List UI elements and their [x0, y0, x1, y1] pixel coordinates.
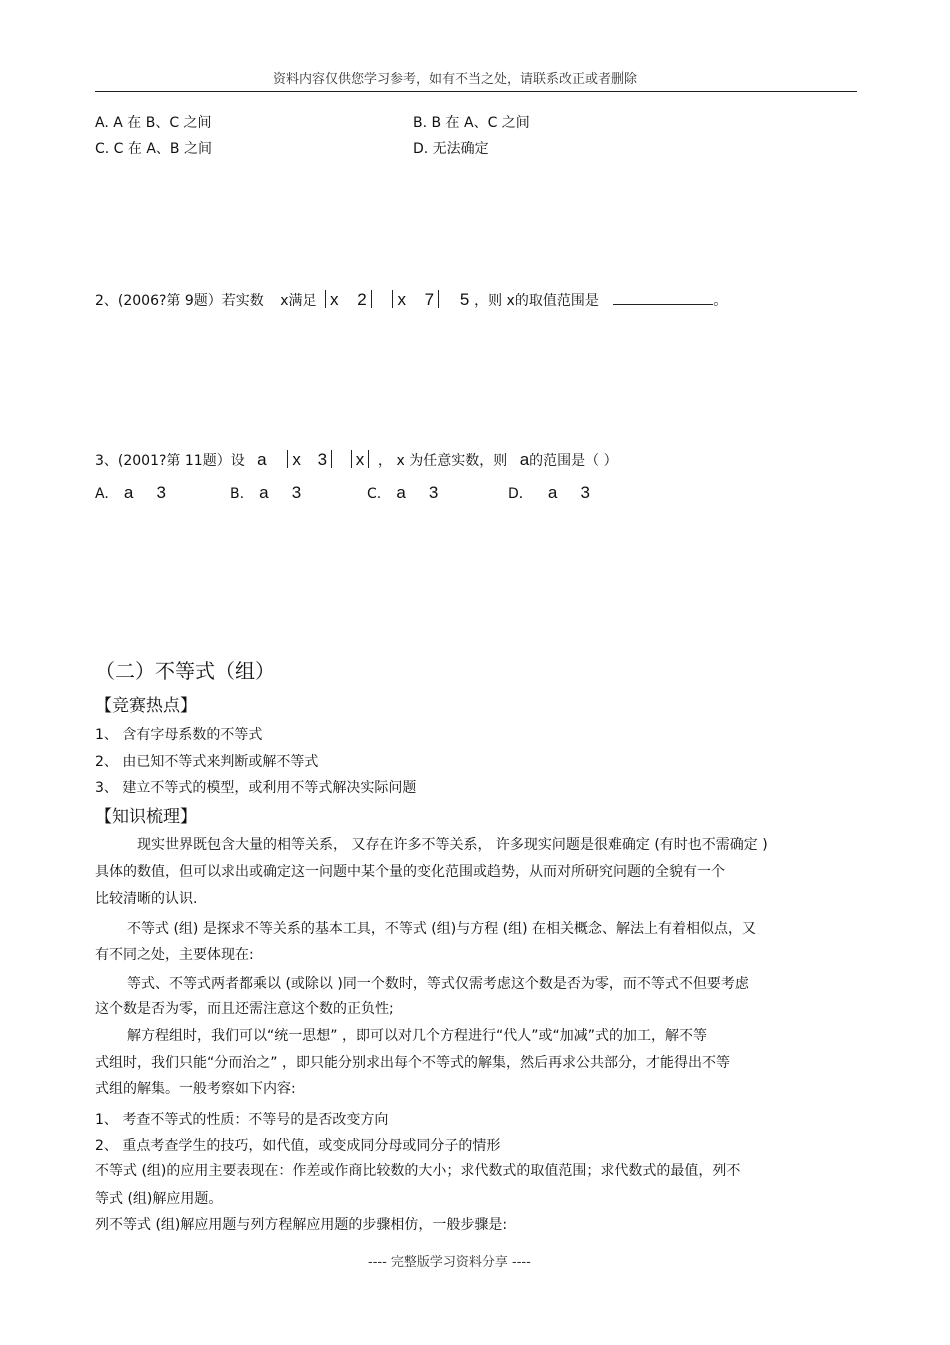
paragraph-line: 列不等式 (组)解应用题与列方程解应用题的步骤相仿，一般步骤是: — [95, 1217, 508, 1233]
q3-prefix: 3、(2001?第 11题）设 — [95, 453, 245, 469]
paragraph-line: 解方程组时，我们可以“统一思想” ，即可以对几个方程进行“代人”或“加减”式的加工，解不等 — [127, 1028, 707, 1044]
paragraph-line: 这个数是否为零，而且还需注意这个数的正负性; — [95, 1001, 394, 1017]
q2-end: 。 — [713, 293, 728, 309]
paragraph-line: 等式 (组)解应用题。 — [95, 1191, 223, 1207]
option-b-num: 3 — [291, 483, 302, 502]
abs-bar — [368, 450, 369, 468]
q2-prefix: 2、(2006?第 9题）若实数 — [95, 293, 264, 309]
abs-bar — [392, 290, 393, 308]
content-item: 1、 考查不等式的性质：不等号的是否改变方向 — [95, 1112, 389, 1128]
hot-item: 2、 由已知不等式来判断或解不等式 — [95, 754, 319, 770]
q3-option-a — [95, 483, 166, 503]
paragraph-line: 具体的数值，但可以求出或确定这一问题中某个量的变化范围或趋势，从而对所研究问题的全貌有一个 — [95, 864, 725, 880]
q2-term-x1: x — [330, 290, 339, 309]
q2-num-5: 5 — [459, 290, 470, 309]
q3-option-b — [230, 483, 301, 503]
q3-comma: ， — [378, 453, 393, 469]
answer-blank — [613, 292, 713, 305]
knowledge-title: 【知识梳理】 — [95, 807, 197, 827]
q1-option-d: D. 无法确定 — [413, 141, 489, 157]
q3-x1: x — [292, 450, 301, 469]
question-3 — [95, 450, 618, 470]
q2-term-x2: x — [397, 290, 406, 309]
q3-suffix: 的范围是（ ） — [529, 453, 618, 469]
option-a-num: 3 — [156, 483, 166, 502]
q3-num-3: 3 — [317, 450, 328, 469]
paragraph-line: 式组时，我们只能“分而治之” ，即只能分别求出每个不等式的解集，然后再求公共部分，才能得出不等 — [95, 1055, 730, 1071]
paragraph-line: 等式、不等式两者都乘以 (或除以 )同一个数时，等式仅需考虑这个数是否为零，而不等式不但要考虑 — [127, 976, 749, 992]
option-label: C. — [367, 486, 382, 502]
paragraph-line: 不等式 (组) 是探求不等关系的基本工具，不等式 (组)与方程 (组) 在相关概念、解法上有着相似点，又 — [127, 921, 757, 937]
paragraph-line: 不等式 (组)的应用主要表现在：作差或作商比较数的大小；求代数式的取值范围；求代数式的最值，列不 — [95, 1163, 741, 1179]
option-label: D． — [508, 486, 533, 502]
option-a-var: a — [123, 483, 134, 502]
header-rule — [95, 91, 857, 92]
abs-bar — [331, 450, 332, 468]
hot-item: 3、 建立不等式的模型，或利用不等式解决实际问题 — [95, 780, 417, 796]
q1-option-a: A. A 在 B、C 之间 — [95, 115, 212, 131]
q3-a2: a — [519, 450, 530, 469]
q2-suffix1: ，则 — [474, 293, 503, 309]
option-label: B. — [230, 486, 245, 502]
option-c-num: 3 — [428, 483, 439, 502]
q3-x2: x — [355, 450, 365, 469]
option-c-var: a — [396, 483, 406, 502]
q3-a: a — [257, 450, 267, 469]
abs-bar — [438, 290, 439, 308]
paragraph-line: 现实世界既包含大量的相等关系， 又存在许多不等关系， 许多现实问题是很难确定 (有时也不需确定 ) — [137, 837, 768, 853]
option-d-var: a — [547, 483, 558, 502]
section-title: （二）不等式（组） — [95, 659, 275, 683]
option-d-num: 3 — [580, 483, 590, 502]
q2-cond: 满足 — [288, 293, 317, 309]
q2-var: x — [280, 293, 289, 309]
paragraph-line: 比较清晰的认识. — [95, 891, 198, 907]
hot-title: 【竞赛热点】 — [95, 696, 197, 716]
paragraph-line: 式组的解集。一般考察如下内容: — [95, 1081, 296, 1097]
abs-bar — [351, 450, 352, 468]
q1-option-c: C. C 在 A、B 之间 — [95, 141, 212, 157]
page-header: 资料内容仅供您学习参考，如有不当之处，请联系改正或者删除 — [273, 72, 638, 87]
abs-bar — [371, 290, 372, 308]
option-label: A. — [95, 486, 109, 502]
content-item: 2、 重点考查学生的技巧，如代值，或变成同分母或同分子的情形 — [95, 1138, 501, 1154]
question-2 — [95, 290, 727, 310]
abs-bar — [325, 290, 326, 308]
page-footer: ---- 完整版学习资料分享 ---- — [368, 1255, 531, 1270]
q3-option-c — [367, 483, 438, 503]
q3-mid: x 为任意实数，则 — [396, 453, 508, 469]
option-b-var: a — [259, 483, 269, 502]
q2-var2: x — [506, 293, 515, 309]
q2-suffix2: 的取值范围是 — [514, 293, 599, 309]
paragraph-line: 有不同之处，主要体现在: — [95, 947, 254, 963]
q2-expression — [321, 290, 474, 309]
q3-expression — [257, 450, 378, 469]
q2-num-7: 7 — [424, 290, 435, 309]
q2-num-2: 2 — [357, 290, 367, 309]
q1-option-b: B. B 在 A、C 之间 — [413, 115, 530, 131]
abs-bar — [287, 450, 288, 468]
hot-item: 1、 含有字母系数的不等式 — [95, 727, 263, 743]
q3-option-d — [508, 483, 590, 503]
